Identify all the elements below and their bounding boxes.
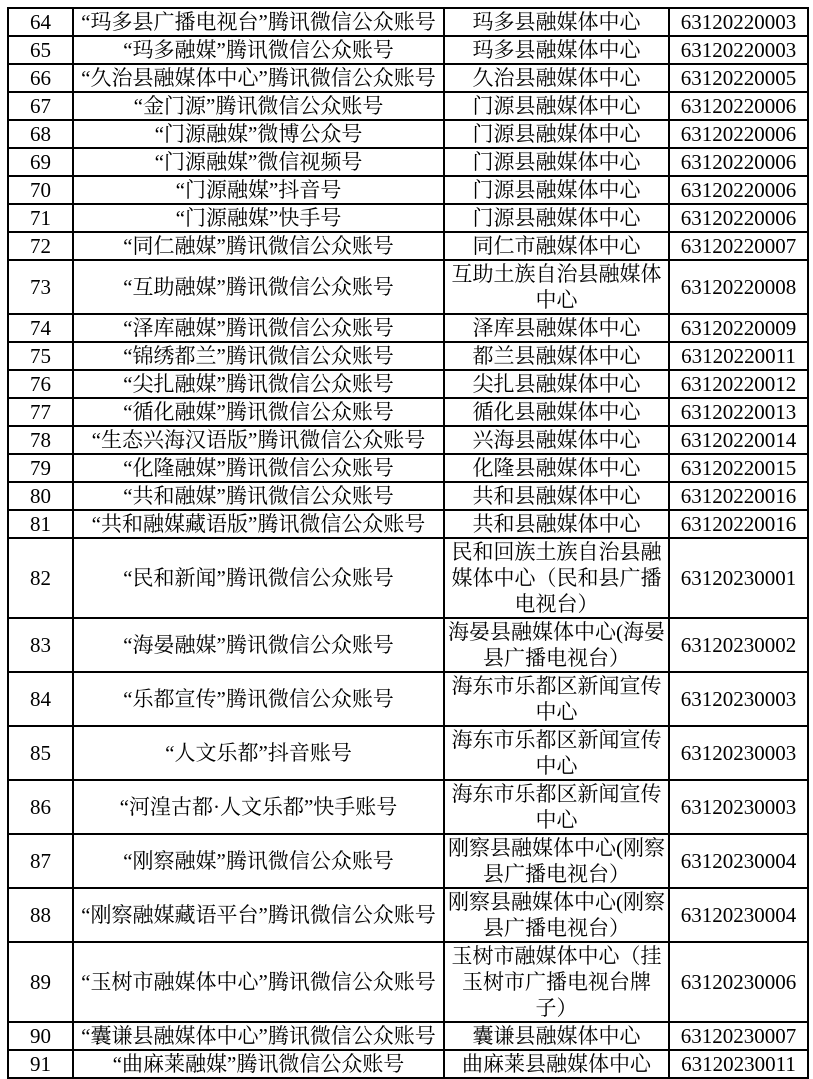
table-row: [8, 204, 808, 232]
cell-license-number: 63120220006: [669, 120, 808, 148]
table-row: [8, 232, 808, 260]
cell-media-center: 门源县融媒体中心: [444, 92, 669, 120]
cell-account-name: “门源融媒”微信视频号: [73, 148, 444, 176]
cell-media-center: 化隆县融媒体中心: [444, 454, 669, 482]
cell-media-center: 民和回族土族自治县融媒体中心（民和县广播电视台）: [444, 538, 669, 618]
cell-license-number: 63120220006: [669, 204, 808, 232]
table-row: [8, 482, 808, 510]
cell-media-center: 海东市乐都区新闻宣传中心: [444, 672, 669, 726]
cell-account-name: “玛多融媒”腾讯微信公众账号: [73, 36, 444, 64]
table-row: [8, 538, 808, 618]
cell-row-number: 68: [8, 120, 73, 148]
cell-license-number: 63120220016: [669, 510, 808, 538]
cell-account-name: “金门源”腾讯微信公众账号: [73, 92, 444, 120]
document-page: [0, 7, 813, 1076]
table-row: [8, 176, 808, 204]
table-row: [8, 120, 808, 148]
table-row: [8, 314, 808, 342]
table-row: [8, 454, 808, 482]
table-row: [8, 36, 808, 64]
table-row: [8, 64, 808, 92]
cell-account-name: “泽库融媒”腾讯微信公众账号: [73, 314, 444, 342]
cell-row-number: 87: [8, 834, 73, 888]
cell-row-number: 74: [8, 314, 73, 342]
cell-license-number: 63120220003: [669, 8, 808, 36]
cell-account-name: “刚察融媒”腾讯微信公众账号: [73, 834, 444, 888]
cell-media-center: 循化县融媒体中心: [444, 398, 669, 426]
cell-media-center: 同仁市融媒体中心: [444, 232, 669, 260]
cell-row-number: 90: [8, 1022, 73, 1050]
cell-row-number: 83: [8, 618, 73, 672]
table-row: [8, 888, 808, 942]
cell-account-name: “民和新闻”腾讯微信公众账号: [73, 538, 444, 618]
cell-license-number: 63120230011: [669, 1050, 808, 1078]
table-row: [8, 342, 808, 370]
cell-media-center: 尖扎县融媒体中心: [444, 370, 669, 398]
cell-row-number: 79: [8, 454, 73, 482]
cell-row-number: 84: [8, 672, 73, 726]
cell-media-center: 门源县融媒体中心: [444, 120, 669, 148]
cell-media-center: 海东市乐都区新闻宣传中心: [444, 726, 669, 780]
cell-account-name: “刚察融媒藏语平台”腾讯微信公众账号: [73, 888, 444, 942]
cell-row-number: 71: [8, 204, 73, 232]
table-body: [8, 8, 808, 1078]
cell-license-number: 63120220005: [669, 64, 808, 92]
cell-media-center: 共和县融媒体中心: [444, 482, 669, 510]
cell-media-center: 都兰县融媒体中心: [444, 342, 669, 370]
table-row: [8, 834, 808, 888]
table-row: [8, 8, 808, 36]
cell-media-center: 囊谦县融媒体中心: [444, 1022, 669, 1050]
table-row: [8, 942, 808, 1022]
cell-license-number: 63120220014: [669, 426, 808, 454]
cell-license-number: 63120220008: [669, 260, 808, 314]
cell-media-center: 刚察县融媒体中心(刚察县广播电视台）: [444, 888, 669, 942]
cell-media-center: 互助土族自治县融媒体中心: [444, 260, 669, 314]
table-row: [8, 148, 808, 176]
table-row: [8, 426, 808, 454]
cell-account-name: “门源融媒”抖音号: [73, 176, 444, 204]
cell-media-center: 玉树市融媒体中心（挂玉树市广播电视台牌子）: [444, 942, 669, 1022]
cell-license-number: 63120230006: [669, 942, 808, 1022]
cell-media-center: 海晏县融媒体中心(海晏县广播电视台）: [444, 618, 669, 672]
cell-media-center: 玛多县融媒体中心: [444, 8, 669, 36]
cell-media-center: 门源县融媒体中心: [444, 148, 669, 176]
cell-account-name: “生态兴海汉语版”腾讯微信公众账号: [73, 426, 444, 454]
table-row: [8, 726, 808, 780]
cell-account-name: “久治县融媒体中心”腾讯微信公众账号: [73, 64, 444, 92]
cell-license-number: 63120220015: [669, 454, 808, 482]
cell-row-number: 89: [8, 942, 73, 1022]
cell-account-name: “化隆融媒”腾讯微信公众账号: [73, 454, 444, 482]
cell-row-number: 75: [8, 342, 73, 370]
table-row: [8, 672, 808, 726]
cell-account-name: “共和融媒”腾讯微信公众账号: [73, 482, 444, 510]
cell-media-center: 门源县融媒体中心: [444, 204, 669, 232]
cell-account-name: “门源融媒”快手号: [73, 204, 444, 232]
cell-account-name: “互助融媒”腾讯微信公众账号: [73, 260, 444, 314]
cell-account-name: “乐都宣传”腾讯微信公众账号: [73, 672, 444, 726]
cell-media-center: 曲麻莱县融媒体中心: [444, 1050, 669, 1078]
cell-license-number: 63120230003: [669, 672, 808, 726]
table-row: [8, 1022, 808, 1050]
cell-row-number: 85: [8, 726, 73, 780]
cell-account-name: “海晏融媒”腾讯微信公众账号: [73, 618, 444, 672]
cell-license-number: 63120220013: [669, 398, 808, 426]
cell-media-center: 玛多县融媒体中心: [444, 36, 669, 64]
cell-media-center: 泽库县融媒体中心: [444, 314, 669, 342]
cell-license-number: 63120230004: [669, 888, 808, 942]
cell-account-name: “玉树市融媒体中心”腾讯微信公众账号: [73, 942, 444, 1022]
cell-license-number: 63120220006: [669, 148, 808, 176]
cell-row-number: 72: [8, 232, 73, 260]
cell-license-number: 63120230004: [669, 834, 808, 888]
cell-license-number: 63120230002: [669, 618, 808, 672]
table-row: [8, 1050, 808, 1078]
cell-license-number: 63120230003: [669, 780, 808, 834]
cell-row-number: 76: [8, 370, 73, 398]
cell-license-number: 63120220006: [669, 92, 808, 120]
cell-row-number: 77: [8, 398, 73, 426]
cell-account-name: “同仁融媒”腾讯微信公众账号: [73, 232, 444, 260]
table-row: [8, 370, 808, 398]
cell-row-number: 78: [8, 426, 73, 454]
cell-account-name: “人文乐都”抖音账号: [73, 726, 444, 780]
cell-row-number: 67: [8, 92, 73, 120]
cell-account-name: “循化融媒”腾讯微信公众账号: [73, 398, 444, 426]
cell-account-name: “曲麻莱融媒”腾讯微信公众账号: [73, 1050, 444, 1078]
cell-license-number: 63120220009: [669, 314, 808, 342]
cell-media-center: 门源县融媒体中心: [444, 176, 669, 204]
table-row: [8, 618, 808, 672]
table-row: [8, 92, 808, 120]
cell-license-number: 63120220006: [669, 176, 808, 204]
cell-license-number: 63120230001: [669, 538, 808, 618]
cell-media-center: 共和县融媒体中心: [444, 510, 669, 538]
cell-row-number: 80: [8, 482, 73, 510]
cell-license-number: 63120220011: [669, 342, 808, 370]
cell-account-name: “锦绣都兰”腾讯微信公众账号: [73, 342, 444, 370]
cell-media-center: 海东市乐都区新闻宣传中心: [444, 780, 669, 834]
cell-row-number: 91: [8, 1050, 73, 1078]
cell-account-name: “囊谦县融媒体中心”腾讯微信公众账号: [73, 1022, 444, 1050]
cell-row-number: 69: [8, 148, 73, 176]
cell-account-name: “共和融媒藏语版”腾讯微信公众账号: [73, 510, 444, 538]
cell-license-number: 63120230003: [669, 726, 808, 780]
cell-media-center: 兴海县融媒体中心: [444, 426, 669, 454]
cell-row-number: 66: [8, 64, 73, 92]
cell-license-number: 63120220003: [669, 36, 808, 64]
table-row: [8, 260, 808, 314]
cell-row-number: 86: [8, 780, 73, 834]
cell-license-number: 63120220007: [669, 232, 808, 260]
cell-row-number: 82: [8, 538, 73, 618]
cell-row-number: 64: [8, 8, 73, 36]
cell-media-center: 刚察县融媒体中心(刚察县广播电视台）: [444, 834, 669, 888]
cell-row-number: 65: [8, 36, 73, 64]
cell-media-center: 久治县融媒体中心: [444, 64, 669, 92]
license-table: [7, 7, 809, 1079]
cell-row-number: 88: [8, 888, 73, 942]
table-row: [8, 780, 808, 834]
cell-row-number: 70: [8, 176, 73, 204]
cell-license-number: 63120230007: [669, 1022, 808, 1050]
cell-row-number: 73: [8, 260, 73, 314]
cell-row-number: 81: [8, 510, 73, 538]
table-row: [8, 398, 808, 426]
cell-account-name: “尖扎融媒”腾讯微信公众账号: [73, 370, 444, 398]
cell-license-number: 63120220012: [669, 370, 808, 398]
cell-account-name: “河湟古都·人文乐都”快手账号: [73, 780, 444, 834]
table-row: [8, 510, 808, 538]
cell-account-name: “门源融媒”微博公众号: [73, 120, 444, 148]
cell-license-number: 63120220016: [669, 482, 808, 510]
cell-account-name: “玛多县广播电视台”腾讯微信公众账号: [73, 8, 444, 36]
